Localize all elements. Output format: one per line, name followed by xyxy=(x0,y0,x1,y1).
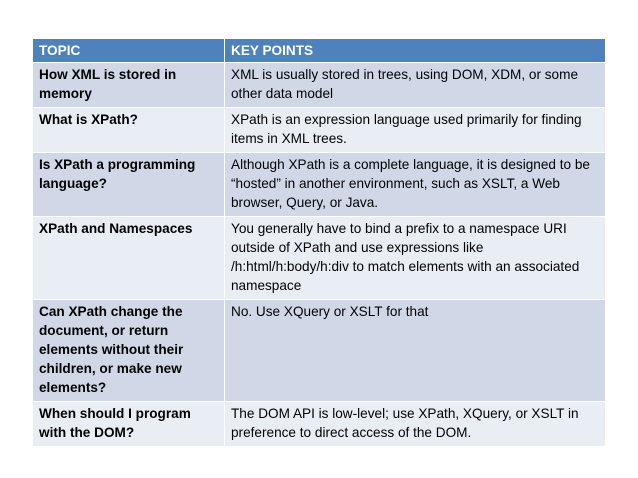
topic-cell: Is XPath a programming language? xyxy=(33,153,225,217)
topic-cell: Can XPath change the document, or return elements without their children, or make new elements? xyxy=(33,300,225,402)
key-points-cell: XML is usually stored in trees, using DOM, XDM, or some other data model xyxy=(225,63,606,108)
topic-cell: What is XPath? xyxy=(33,108,225,153)
key-points-cell: XPath is an expression language used primarily for finding items in XML trees. xyxy=(225,108,606,153)
topic-cell: XPath and Namespaces xyxy=(33,217,225,300)
key-points-cell: The DOM API is low-level; use XPath, XQuery, or XSLT in preference to direct access of the DOM. xyxy=(225,402,606,447)
key-points-cell: No. Use XQuery or XSLT for that xyxy=(225,300,606,402)
key-points-cell: Although XPath is a complete language, it is designed to be “hosted” in another environment, such as XSLT, a Web browser, Query, or Java. xyxy=(225,153,606,217)
key-points-cell: You generally have to bind a prefix to a namespace URI outside of XPath and use expressions like /h:html/h:body/h:div to match elements with an associated namespace xyxy=(225,217,606,300)
topic-cell: How XML is stored in memory xyxy=(33,63,225,108)
table-row xyxy=(33,300,606,402)
topic-cell: When should I program with the DOM? xyxy=(33,402,225,447)
table-row xyxy=(33,63,606,108)
column-header-topic: TOPIC xyxy=(33,39,225,63)
column-header-key-points: KEY POINTS xyxy=(225,39,606,63)
table-row xyxy=(33,402,606,447)
table-row xyxy=(33,153,606,217)
table-row xyxy=(33,217,606,300)
key-points-table xyxy=(32,38,606,447)
table-row xyxy=(33,108,606,153)
table-header-row xyxy=(33,39,606,63)
